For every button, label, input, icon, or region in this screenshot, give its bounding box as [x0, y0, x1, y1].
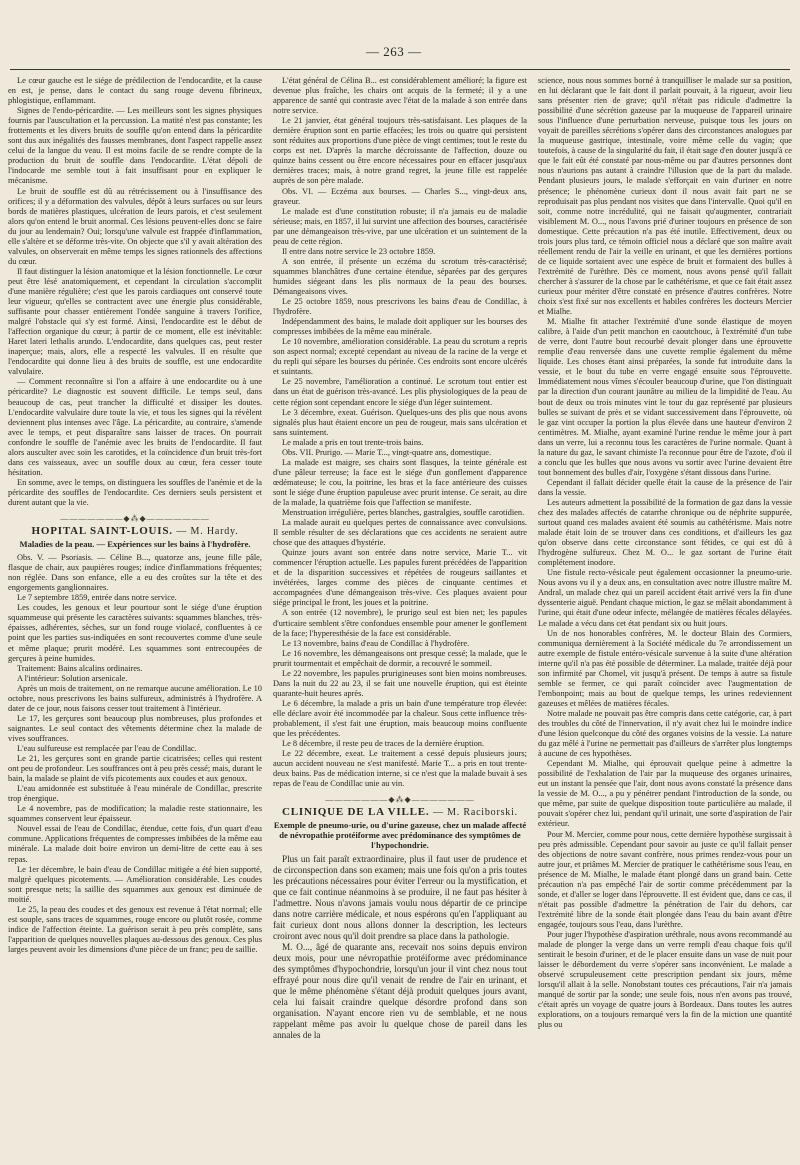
paragraph: A son entrée (12 novembre), le prurigo seul est bien net; les papules d'urticaire semblent s'être confondues ensemble pour amener le gonflement de la face; l'hyperesthésie de la face est considérable. [273, 608, 527, 638]
paragraph: — Comment reconnaître si l'on a affaire à une endocardite ou à une péricardite? Le diagnostic est souvent difficile. Le temps seul, dans beaucoup de cas, peut trancher la difficulté et dissiper les doutes. L'endocardite valvulaire dure toute la vie, et tous les signes qui la révèlent deviennent plus intenses avec l'âge. La péricardite, au contraire, s'amende avec le temps, et peut disparaître sans laisser de traces. On pourrait confondre le souffle de l'anémie avec les bruits de l'endocardite. Il faut alors ausculter avec soin les carotides, et la coïncidence d'un bruit très-fort dans ces vaisseaux, avec un souffle doux au cœur, fera cesser toute hésitation. [8, 377, 262, 477]
paragraph: Le 25 novembre, l'amélioration a continué. Le scrotum tout entier est dans un état de guérison très-avancé. Les plis physiologiques de la peau de cette région sont cependant encore le siége d'un léger suintement. [273, 377, 527, 407]
paragraph: Plus un fait paraît extraordinaire, plus il faut user de prudence et de circonspection dans son examen; mais une fois qu'on a pris toutes les précautions nécessaires pour éviter l'erreur ou la mystification, et que ce fait continue néanmoins à se produire, il ne faut pas hésiter à l'admettre. Nous n'avons jamais voulu nous départir de ce principe dans notre carrière médicale, et nous espérons qu'en l'appliquant au fait curieux dont nous allons donner la description, les lecteurs croiront avec nous qu'il doit prendre sa place dans la pathologie. [273, 854, 527, 942]
section-clinique-de-la-ville [273, 795, 527, 850]
paragraph: Notre malade ne pouvait pas être compris dans cette catégorie, car, à part des troubles du côté de l'innervation, il n'y avait chez lui le moindre indice d'une lésion quelconque du côté des organes voisins de la vessie. La nature du gaz mêlé à l'urine ne permettait pas d'ailleurs de s'arrêter plus longtemps à aucune de ces hypothèses. [538, 708, 792, 759]
paragraph: Obs. V. — Psoriasis. — Céline B..., quatorze ans, jeune fille pâle, flasque de chair, aux paupières rouges; indice d'inflammations fréquentes; non réglée. Dans son enfance, elle a eu des croûtes sur la tête et des engorgements ganglionnaires. [8, 553, 262, 593]
ornament-divider: ———————◆⁂◆——————— [325, 795, 475, 805]
paragraph: L'état général de Célina B... est considérablement amélioré; la figure est devenue plus fraîche, les chairs ont acquis de la fermeté; il y a une apparence de santé qui contraste avec l'état de la malade à son entrée dans notre service. [273, 76, 527, 116]
paragraph: Après un mois de traitement, on ne remarque aucune amélioration. Le 10 octobre, nous prescrivons les bains sulfureux, administrés à l'hydrofère. A dater de ce jour, nous faisons cesser tout traitement à l'intérieur. [8, 683, 262, 713]
paragraph: Le bruit de souffle est dû au rétrécissement ou à l'insuffisance des orifices; il y a déformation des valvules, dépôt à leurs surfaces ou sur leurs bords de matières plastiques, ulcération de leurs parois, et c'est seulement alors qu'on entend le bruit anormal. Ces lésions peuvent-elles donc se faire du jour au lendemain? Oui; lorsqu'une valvule est frappée d'inflammation, elle s'altère et se déforme très-vite. On objecte que s'il y avait altération des valvules, on observerait en même temps les signes rationnels des affections du cœur. [8, 186, 262, 266]
paragraph: Quinze jours avant son entrée dans notre service, Marie T... vit commencer l'éruption actuelle. Les papules furent précédées de l'apparition et de la disparition successives et répétées de rougeurs saillantes et invétérées, larges comme des pièces de cinquante centimes et accompagnées d'une démangeaison très-vive. Ces plaques avaient pour siége principal le front, les joues et la poitrine. [273, 548, 527, 608]
paragraph: A l'intérieur: Solution arsenicale. [17, 673, 128, 683]
paragraph: science, nous nous sommes borné à tranquilliser le malade sur sa position, en lui déclarant que le fait dont il parlait pouvait, à la rigueur, avoir lieu sans présenter rien de grave; qu'il n'était pas ridicule d'admettre la possibilité d'une sécrétion gazeuse par la muqueuse de l'appareil urinaire sous l'influence d'une perturbation nerveuse, puisque tous les jours on voyait de pareilles sécrétions s'opérer dans des circonstances analogues par la muqueuse gastrique, intestinale, voire même celle du vagin; que toutefois, à cause de la singularité du fait, il était sage d'en douter jusqu'à ce que le fait eût été constaté par nous-même ou par d'autres personnes dont nous n'aurions pas autant à craindre l'illusion que de la part du malade. Pendant plusieurs jours, le malade s'efforçait en vain d'uriner en notre présence; le phénomène curieux dont il nous avait fait part ne se reproduisait pas plus pendant nos visites que dans l'intervalle. Quoi qu'il en soit, comme notre incrédulité, qui ne faisait qu'augmenter, contrariait visiblement M. O..., nous l'avons prié d'uriner toujours en présence de son domestique. Cette précaution n'a pas été inutile. Effectivement, deux ou trois jours plus tard, ce témoin officiel nous a déclaré que son maître avait réellement rendu de l'air la veille en urinant, et que les dernières portions de ce liquide sortaient avec une espèce de bruit et formaient des bulles à l'extrémité de l'urèthre. Dès ce moment, nous avons pensé qu'il fallait chercher à s'assurer de la chose par le cathétérisme, et que ce fait était assez curieux pour mériter d'être constaté en présence d'autres confrères. Notre choix s'est fixé sur nos excellents et habiles confrères les docteurs Mercier et Mialhe. [538, 76, 792, 317]
paragraph: Le 1er décembre, le bain d'eau de Condillac mitigée a été bien supporté, malgré quelques picotements. — Amélioration considérable. Les coudes sont presque nets; la saillie des squammes aux genoux est diminuée de moitié. [8, 864, 262, 904]
paragraph: Le 16 novembre, les démangeaisons ont presque cessé; la malade, que le prurit tourmentait et empêchait de dormir, a recouvré le sommeil. [273, 648, 527, 668]
paragraph: Traitement: Bains alcalins ordinaires. [17, 663, 143, 673]
paragraph: Cependant il fallait décider quelle était la cause de la présence de l'air dans la vessie. [538, 477, 792, 497]
paragraph: Le 13 novembre, bains d'eau de Condillac à l'hydrofère. [282, 638, 470, 648]
section-title-text: CLINIQUE DE LA VILLE. [281, 806, 430, 819]
paragraph: Signes de l'endo-péricardite. — Les meilleurs sont les signes physiques fournis par l'auscultation et la percussion. La matité n'est pas constante; les frottements et les divers bruits de souffle qu'on entend dans la péricardite sont dus aux inégalités des fausses membranes, dont l'aspect rappelle assez celui de la langue du veau. Il est moins facile de se rendre compte de la production du bruit de souffle dans l'endocardite. L'état dépoli de l'indocarde me semble tout à fait insuffisant pour en expliquer le mécanisme. [8, 106, 262, 186]
paragraph: Nouvel essai de l'eau de Condillac, étendue, cette fois, d'un quart d'eau commune. Applications fréquentes de compresses imbibées de la même eau minérale. La malade doit boire environ un demi-litre de cette eau à ses repas. [8, 824, 262, 864]
section-hopital-saint-louis [8, 514, 262, 549]
paragraph: Pour juger l'hypothèse d'aspiration uréthrale, nous avons recommandé au malade de plonger la verge dans un verre rempli d'eau chaque fois qu'il sentirait le besoin d'uriner, et de le placer ensuite dans un vase de nuit pour laisser le débordement du verre s'opérer sans inconvénient. Le malade a observé scrupuleusement cette prescription pendant six jours, même lorsqu'il allait à la selle. Nonobstant toutes ces précautions, l'air n'a jamais manqué de sortir par la sonde; une seule fois, nous n'en avons pas trouvé, c'était après un voyage de quatre jours à Bordeaux. Dans toutes les autres explorations, on a toujours remarqué vers la fin de la miction une quantité plus ou [538, 929, 792, 1030]
paragraph: En somme, avec le temps, on distinguera les souffles de l'anémie et de la péricardite des souffles de l'endocardite. Ces derniers seuls persistent et durent autant que la vie. [8, 477, 262, 507]
paragraph: A son entrée, il présente un eczéma du scrotum très-caractérisé; squammes blanchâtres d'une certaine étendue, séparées par des gerçures humides siégeant dans les plis normaux de la peau des bourses. Démangeaisons vives. [273, 256, 527, 296]
paragraph: Une fistule recto-vésicale peut également occasionner la pneumo-urie. Nous avons vu il y a deux ans, en consultation avec notre illustre maître M. Andral, un malade chez qui un pareil accident était arrivé vers la fin d'une dyssenterie aiguë. Pendant chaque miction, le gaz se mêlait abondamment à l'urine, qui était d'une odeur infecte, mélangée de matières fécales délayées. Le malade a vécu dans cet état pendant six ou huit jours. [538, 568, 792, 628]
paragraph: Il entre dans notre service le 23 octobre 1859. [282, 246, 436, 256]
paragraph: M. O..., âgé de quarante ans, recevait nos soins depuis environ deux mois, pour une névropathie protéiforme avec prédominance des symptômes d'hypochondrie, lorsqu'un jour il vint chez nous tout effrayé pour nous dire qu'il venait de rendre de l'air en urinant, et que le même phénomène s'étant déjà produit quelques jours avant, cela lui faisait craindre quelque désordre profond dans son organisation. N'ayant encore rien vu de semblable, et ne nous rappelant même pas avoir lu quelque chose de pareil dans les annales de la [273, 942, 527, 1041]
column-1 [8, 76, 262, 1156]
paragraph: La malade est maigre, ses chairs sont flasques, la teinte générale est d'une pâleur terreuse; la face est le siége d'un gonflement d'apparence œdémateuse; le cou, la poitrine, les bras et la face antérieure des cuisses sont le siége d'une éruption papuleuse avec prurit intense. Ce serait, au dire de la malade, la quatrième fois que l'affection se manifeste. [273, 457, 527, 507]
page-header [0, 44, 800, 64]
paragraph: Obs. VII. Prurigo. — Marie T..., vingt-quatre ans, domestique. [282, 447, 492, 457]
section-author: — M. Hardy. [176, 526, 239, 538]
paragraph: Le 21, les gerçures sont en grande partie cicatrisées; celles qui restent ont peu de profondeur. Les souffrances ont à peu près cessé; mais, durant le bain, la malade se plaint de vifs picotements aux coudes et aux genoux. [8, 754, 262, 784]
paragraph: Le 10 novembre, amélioration considérable. La peau du scrotum a repris son aspect normal; excepté cependant au niveau de la racine de la verge et du repli qui sépare les bourses du périnée. Ces endroits sont encore ulcérés et suintants. [273, 337, 527, 377]
ornament-divider: ———————◆⁂◆——————— [60, 514, 210, 524]
paragraph: L'eau sulfureuse est remplacée par l'eau de Condillac. [17, 744, 197, 753]
paragraph: M. Mialhe fit attacher l'extrémité d'une sonde élastique de moyen calibre, à l'aide d'un petit manchon en caoutchouc, à l'extrémité d'un tube de verre, dont l'autre bout recourbé devait plonger dans une éprouvette remplie d'eau renversée dans une cuvette remplie également du même liquide. Les choses étant ainsi préparées, la sonde fut introduite dans la vessie, et le bout du tube en verre engagé ensuite sous l'éprouvette. Immédiatement nous vîmes s'écouler beaucoup d'urine, que l'on distinguait par la direction d'un courant jaunâtre au milieu de la limpidité de l'eau. Au bout de deux ou trois minutes vint le tour du gaz représenté par plusieurs bulles se suivant de près et se vidant successivement dans l'éprouvette, où le gaz vint occuper la portion la plus élevée dans une hauteur d'environ 2 centimètres. M. Mialhe, ayant examiné l'urine rendue le même jour à part dans un verre, lui a reconnu tous les caractères de l'urine normale. Quant à la nature du gaz, le savant chimiste l'a reconnue pour être de l'azote, d'où il a conclu que les bulles que nous avons vu sortir avec l'urine devaient être tout bonnement des bulles d'air, l'oxygène s'étant dissous dans l'urine. [538, 317, 792, 477]
column-2 [273, 76, 527, 1156]
paragraph: Menstruation irrégulière, pertes blanches, gastralgies, souffle carotidien. [282, 508, 525, 518]
paragraph: Indépendamment des bains, le malade doit appliquer sur les bourses des compresses imbibées de la même eau minérale. [273, 317, 527, 337]
columns [8, 76, 794, 1156]
header-rule [10, 69, 790, 70]
section-author: — M. Raciborski. [432, 807, 518, 819]
paragraph: Le malade est d'une constitution robuste; il n'a jamais eu de maladie sérieuse; mais, en 1857, il lui survint une affection des bourses, caractérisée par une démangeaison très-vive, par une ulcération et un suintement de la peau de cette région. [273, 206, 527, 246]
section-title-text: HOPITAL SAINT-LOUIS. [31, 525, 173, 538]
paragraph: Le 22 novembre, les papules prurigineuses sont bien moins nombreuses. Dans la nuit du 22 au 23, il se fait une nouvelle éruption, qui est éteinte quarante-huit heures après. [273, 668, 527, 698]
paragraph: Cependant M. Mialhe, qui éprouvait quelque peine à admettre la possibilité de l'exhalation de l'air par la muqueuse des organes urinaires, eut un instant la pensée que l'air, dont nous avons constaté la présence dans la vessie de M. O..., a pu y pénétrer pendant l'introduction de la sonde, ou que même, par suite de quelque disposition toute particulière au malade, il pouvait s'opérer chez lui, pendant qu'il urinait, une sorte d'aspiration de l'air extérieur. [538, 759, 792, 829]
paragraph: Le 17, les gerçures sont beaucoup plus nombreuses, plus profondes et saignantes. Le seul contact des vêtements détermine chez la malade de vives souffrances. [8, 713, 262, 743]
column-3 [538, 76, 792, 1156]
paragraph: La malade aurait eu quelques pertes de connaissance avec convulsions. Il semble résulter de ses déclarations que ces accidents ne seraient autre chose que des attaques d'hystérie. [273, 518, 527, 548]
section-subtitle: Exemple de pneumo-urie, ou d'urine gazeuse, chez un malade affecté de névropathie protéiforme avec prédominance des symptômes de l'hypochondrie. [273, 820, 527, 851]
paragraph: Un de nos honorables confrères, M. le docteur Blain des Cormiers, communiqua dernièrement à la Société médicale du 7e arrondissement un autre exemple de fistule entéro-vésicale survenue à la suite d'une altération interne qu'il n'a pas été possible de déterminer. La malade, traitée déjà pour son infirmité par Chomel, vit jusqu'à présent. De temps à autre sa fistule semble se fermer, ce qui paraît coïncider avec l'augmentation de l'embonpoint; mais au bout de quelque temps, les urines redeviennent gazeuses et mêlées de matières fécales. [538, 628, 792, 708]
paragraph: Obs. VI. — Eczéma aux bourses. — Charles S..., vingt-deux ans, graveur. [273, 186, 527, 206]
section-title [8, 526, 262, 537]
section-title [273, 807, 527, 818]
section-subtitle: Maladies de la peau. — Expériences sur les bains à l'hydrofère. [19, 539, 251, 550]
paragraph: Le 8 décembre, il reste peu de traces de la dernière éruption. [282, 739, 485, 749]
paragraph: L'eau amidonnée est substituée à l'eau minérale de Condillac, prescrite trop énergique. [8, 784, 262, 804]
paragraph: Le 25, la peau des coudes et des genoux est revenue à l'état normal; elle est souple, sans traces de squammes, rouge encore ou plutôt rosée, comme indice de l'affection éteinte. La guérison serait à peu près complète, sans l'apparition de quelques nouvelles plaques au-dessous des genoux. Ces plus larges peuvent avoir les dimensions d'une pièce de un franc; peu de saillie. [8, 904, 262, 954]
paragraph: Le 25 octobre 1859, nous prescrivons les bains d'eau de Condillac, à l'hydrofère. [273, 297, 527, 317]
paragraph: Le 3 décembre, exeat. Guérison. Quelques-uns des plis que nous avons signalés plus haut étaient encore un peu de rougeur, mais sans ulcération et sans suintement. [273, 407, 527, 437]
paragraph: Pour M. Mercier, comme pour nous, cette dernière hypothèse surgissait à peu près admissible. Cependant pour savoir au juste ce qu'il fallait penser des objections de notre savant confrère, nous primes rendez-vous pour un autre jour, et priâmes M. Mercier de pratiquer le cathétérisme sous l'eau, en présence de M. Mialhe, le malade étant plongé dans un grand bain. Cette précaution n'a pas empêché l'air de sortir comme précédemment par la sonde, et d'aller se loger dans l'éprouvette. Il est évident que, dans ce cas, il n'était pas possible d'admettre la pénétration de l'air du dehors, car l'extrémité libre de la sonde était plongée dans l'eau du bain avant d'être engagée, toujours sous l'eau, dans l'urèthre. [538, 829, 792, 929]
paragraph: Les auteurs admettent la possibilité de la formation de gaz dans la vessie chez des malades affectés de catarrhe chronique ou de néphrite suppurée, surtout quand ces malades avaient été soumis au cathétérisme. Mais notre malade était loin de se trouver dans ces conditions, et d'ailleurs les gaz qu'on observe dans cette circonstance sont fétides, ce qui est dû à l'hydrogène sulfureux. Chez M. O... le gaz sortant de l'urine était complétement inodore. [538, 497, 792, 568]
paragraph: Les coudes, les genoux et leur pourtour sont le siége d'une éruption squammeuse qui présente les caractères suivants: squammes blanches, très-épaisses, adhérentes, sèches, sur un fond rouge violacé, confluentes à ce point que les parties sus-indiquées en sont recouvertes comme d'une seule et même plaque; prurit modéré. Les squammes sont entrecoupées de gerçures à peine humides. [8, 603, 262, 663]
paragraph: Le 21 janvier, état général toujours très-satisfaisant. Les plaques de la dernière éruption sont en partie effacées; les trois ou quatre qui persistent sont réduites aux proportions d'une pièce de vingt centimes; tout le reste du corps est net. D'après la marche décroissante de l'affection, douze ou quinze bains cessent ou être encore nécessaires pour en effacer jusqu'aux dernières traces; mais, à notre grand regret, la jeune fille est rappelée auprès de son père malade. [273, 116, 527, 186]
paragraph: Le 6 décembre, la malade a pris un bain d'une température trop élevée: elle déclare avoir été incommodée par la chaleur. Sous cette influence très-probablement, il s'est fait une éruption, mais beaucoup moins confluente que les précédentes. [273, 698, 527, 739]
page-number: — 263 — [366, 44, 422, 59]
paragraph: Le cœur gauche est le siége de prédilection de l'endocardite, et la cause en est, je pense, dans le contact du sang rouge devenu fibrineux, phlogistique, enflammant. [8, 76, 262, 106]
paragraph: Le 22 décembre, exeat. Le traitement a cessé depuis plusieurs jours; aucun accident nouveau ne s'est manifesté. Marie T... a pris en tout trente-deux bains. Pas de médication interne, si ce n'est que la malade buvait à ses repas de l'eau de Condillac unie au vin. [273, 749, 527, 789]
paragraph: Le 4 novembre, pas de modification; la maladie reste stationnaire, les squammes conservent leur épaisseur. [8, 804, 262, 824]
paragraph: Il faut distinguer la lésion anatomique et la lésion fonctionnelle. Le cœur peut être lésé anatomiquement, et cependant la circulation s'accomplit d'une manière régulière; c'est que les parois cardiaques ont conservé toute leur vigueur, qu'elles se contractent avec une énergie plus considérable, suffisante pour chasser entièrement l'ondée sanguine à travers l'orifice, malgré l'obstacle qui s'y est formé. Ainsi, l'endocardite est le début de l'affection organique du cœur; à partir de ce moment, elle est inévitable: Haret lateri lethalis arundo. L'endocardite, dans quelques cas, peut rester inaperçue; mais, alors, elle a respecté les valvules. Il en résulte que l'endocardite qui donne lieu à des bruits de souffle, est une endocardite valvulaire. [8, 266, 262, 377]
paragraph: Le 7 septembre 1859, entrée dans notre service. [17, 593, 177, 603]
paragraph: Le malade a pris en tout trente-trois bains. [282, 437, 424, 447]
